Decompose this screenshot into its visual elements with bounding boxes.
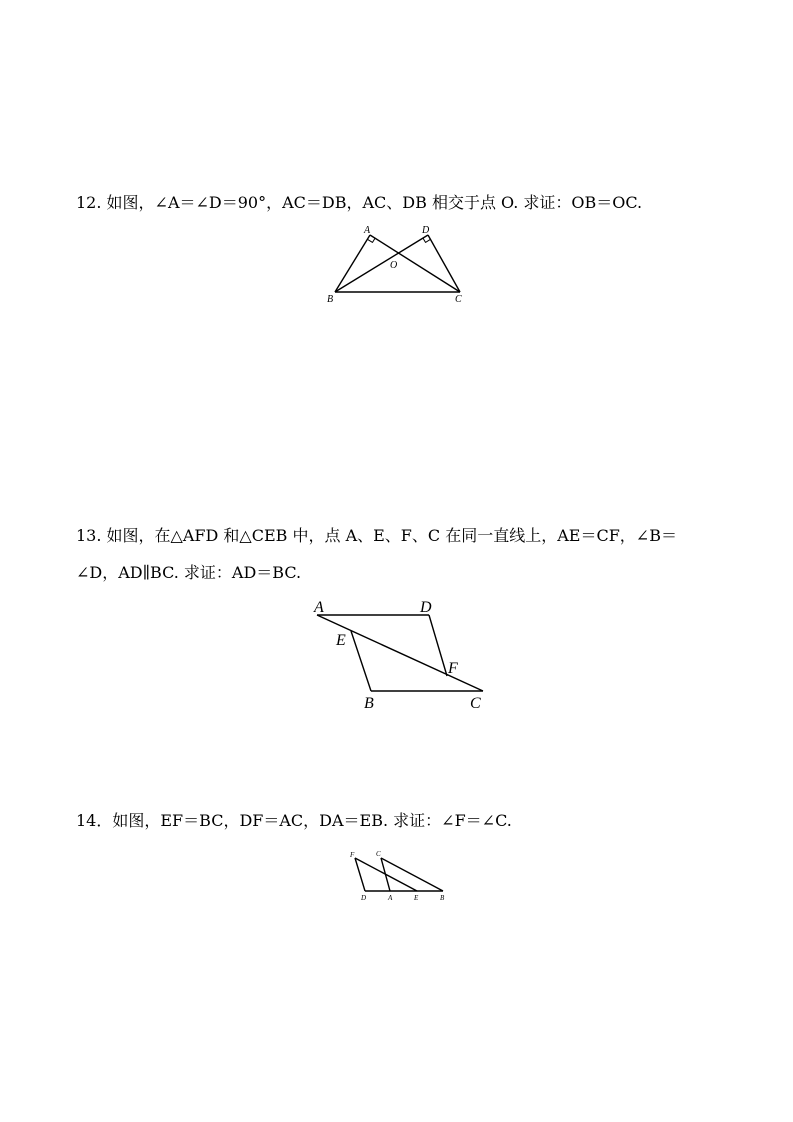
problem-13-figure — [310, 596, 495, 714]
label-e: E — [414, 894, 419, 902]
label-e: E — [336, 632, 346, 649]
label-f: F — [350, 851, 355, 859]
label-a: A — [364, 225, 371, 236]
label-b: B — [364, 695, 374, 712]
segment-ba — [335, 235, 370, 292]
label-b: B — [327, 294, 334, 305]
segment-cb — [381, 858, 443, 891]
label-d: D — [420, 599, 432, 616]
label-c: C — [470, 695, 481, 712]
segment-cd — [428, 235, 460, 292]
segment-eb — [351, 631, 371, 691]
label-b: B — [440, 894, 445, 902]
right-angle-mark-a — [367, 238, 375, 242]
label-f: F — [448, 660, 458, 677]
segment-ca — [381, 858, 390, 891]
problem-12-text: 12. 如图，∠A＝∠D＝90°，AC＝DB，AC、DB 相交于点 O. 求证：OB＝OC. — [76, 193, 643, 212]
label-a: A — [314, 599, 324, 616]
segment-ac — [317, 615, 483, 691]
label-d: D — [361, 894, 367, 902]
problem-13-text-line-1: 13. 如图，在△AFD 和△CEB 中，点 A、E、F、C 在同一直线上，AE＝CF，∠B＝ — [76, 526, 677, 545]
label-c: C — [455, 294, 462, 305]
problem-14-text: 14．如图，EF＝BC，DF＝AC，DA＝EB. 求证：∠F＝∠C. — [76, 811, 512, 830]
label-d: D — [422, 225, 430, 236]
problem-13-text-line-2: ∠D，AD∥BC. 求证：AD＝BC. — [76, 563, 302, 582]
label-c: C — [376, 850, 381, 858]
label-a: A — [388, 894, 393, 902]
label-o: O — [390, 260, 398, 271]
problem-12-figure — [320, 222, 470, 308]
problem-14-figure — [345, 846, 450, 904]
